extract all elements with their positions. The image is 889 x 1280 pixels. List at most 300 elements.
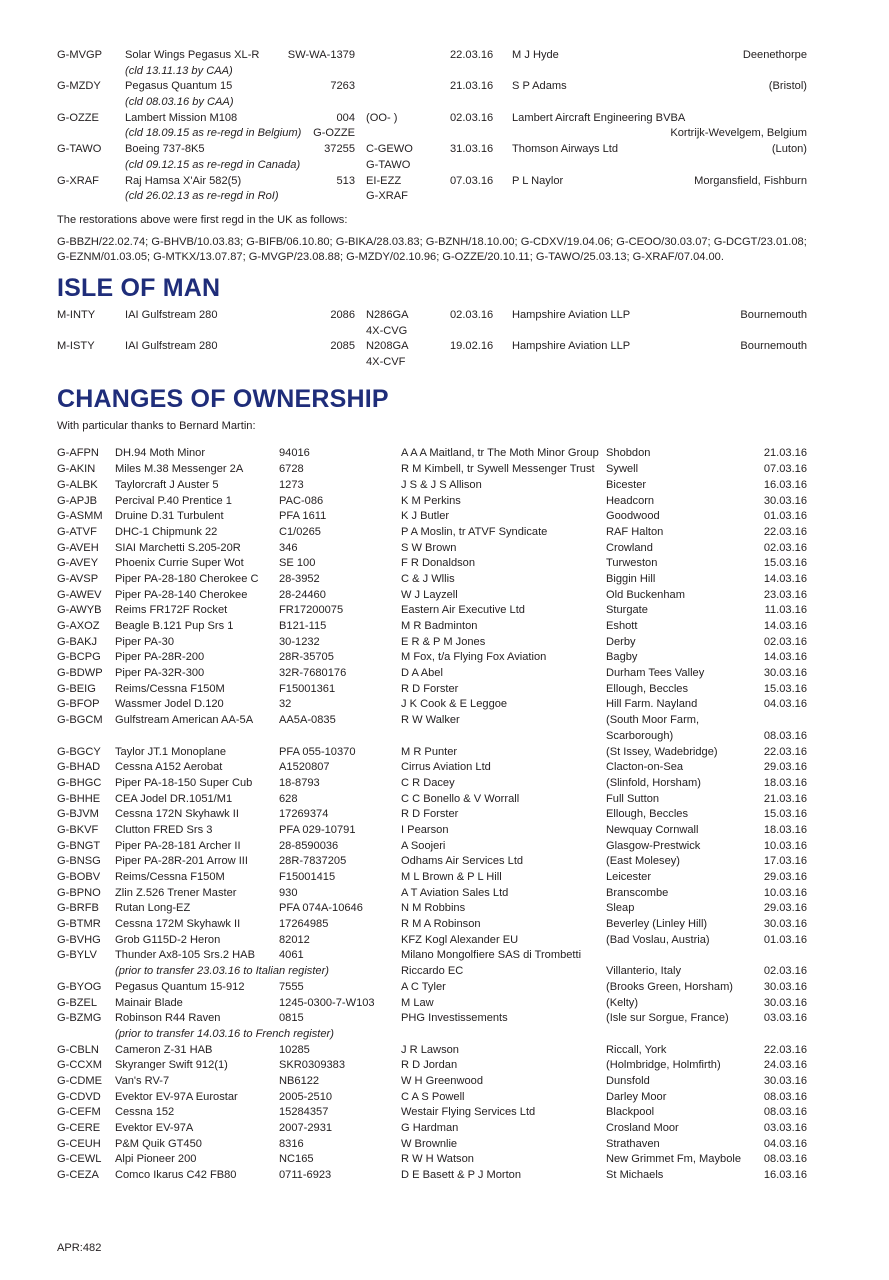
date: 08.03.16 [763,1153,807,1166]
ownership-row [57,619,807,635]
location: Full Sutton [606,792,660,805]
aircraft-type: Alpi Pioneer 200 [115,1153,197,1166]
aircraft-type: Van's RV-7 [115,1074,170,1087]
serial-number: FR17200075 [279,604,344,617]
owner: Thomson Airways Ltd [512,143,619,156]
serial-number: 2007-2931 [279,1122,333,1134]
location: Villanterio, Italy [606,965,682,978]
aircraft-type: Grob G115D-2 Heron [115,933,221,946]
location: (Bad Voslau, Austria) [606,933,710,946]
registration: G-BHGC [57,776,102,789]
aircraft-type: Piper PA-30 [115,635,174,648]
registration: G-CDME [57,1074,102,1087]
serial-number: 94016 [279,447,310,460]
registration: G-BFOP [57,698,100,711]
location: Derby [606,635,636,648]
date: 02.03.16 [450,111,494,124]
previous-identity: N208GA [366,340,409,353]
date: 17.03.16 [763,855,807,868]
aircraft-type: Piper PA-28-140 Cherokee [115,588,248,601]
serial-number: 930 [279,886,298,899]
aircraft-type: Reims/Cessna F150M [115,871,225,883]
ownership-row [57,792,807,808]
date: 30.03.16 [763,918,807,931]
registration: G-BNGT [57,839,101,852]
registration: G-BZMG [57,1012,102,1025]
serial-number: 2005-2510 [279,1090,333,1103]
location: Leicester [606,871,652,883]
registration: G-CEUH [57,1137,101,1150]
owner: Cirrus Aviation Ltd [401,761,491,774]
location: Deenethorpe [742,49,807,61]
serial-number: SW-WA-1379 [287,49,355,61]
restorations-note: The restorations above were first regd in the UK as follows: [57,213,348,226]
ownership-row [57,1074,807,1090]
owner: R D Forster [401,808,459,821]
location: Darley Moor [606,1090,667,1103]
cancellation-note: (cld 18.09.15 as re-regd in Belgium) [125,127,302,140]
serial-number: C1/0265 [279,525,321,538]
ownership-row [57,682,807,698]
ownership-row [57,901,807,917]
owner: M R Badminton [401,620,478,632]
date: 01.03.16 [763,510,807,523]
serial-number: PFA 074A-10646 [279,902,363,915]
aircraft-type: Evektor EV-97A [115,1122,194,1134]
registration: G-BKVF [57,823,99,836]
serial-number: NC165 [279,1153,314,1166]
restoration-subrow [57,95,807,111]
aircraft-type: Raj Hamsa X'Air 582(5) [125,174,242,187]
cancellation-note: (cld 26.02.13 as re-regd in RoI) [125,190,279,203]
owner: M R Punter [401,745,458,758]
aircraft-type: Gulfstream American AA-5A [115,714,254,727]
aircraft-type: Zlin Z.526 Trener Master [115,886,237,899]
ownership-row [57,650,807,666]
aircraft-type: Lambert Mission M108 [125,111,238,124]
ownership-row [57,1090,807,1106]
owner: R W H Watson [401,1153,474,1166]
cancellation-note: (cld 08.03.16 by CAA) [125,96,234,109]
owner: S P Adams [512,80,567,93]
owner: M Fox, t/a Flying Fox Aviation [401,651,547,664]
registration: G-XRAF [57,174,99,187]
ownership-row [57,509,807,525]
serial-number: 28R-7837205 [279,855,347,868]
ownership-row [57,886,807,902]
serial-number: 8316 [279,1137,304,1150]
aircraft-type: Rutan Long-EZ [115,902,191,915]
date: 30.03.16 [763,996,807,1009]
aircraft-type: Miles M.38 Messenger 2A [115,463,244,476]
registration: G-BHHE [57,792,101,805]
owner: P A Moslin, tr ATVF Syndicate [401,525,548,538]
ownership-row [57,729,807,745]
ownership-row [57,494,807,510]
aircraft-type: Taylor JT.1 Monoplane [115,745,226,758]
date: 21.03.16 [763,447,807,460]
date: 22.03.16 [763,1043,807,1056]
aircraft-type: Piper PA-32R-300 [115,667,205,680]
owner: K M Perkins [401,494,461,507]
aircraft-type: Piper PA-18-150 Super Cub [115,776,253,789]
ownership-row [57,839,807,855]
aircraft-type: Boeing 737-8K5 [125,143,205,156]
serial-number: 1273 [279,478,304,491]
location: Turweston [606,557,658,570]
serial-number: 28R-35705 [279,651,334,664]
date: 14.03.16 [763,651,807,664]
owner: C A S Powell [401,1090,465,1103]
location: (Holmbridge, Holmfirth) [606,1059,721,1072]
owner: R D Forster [401,682,459,695]
registration: G-BAKJ [57,635,98,648]
serial-number: 1245-0300-7-W103 [279,996,375,1009]
cancellation-note: (cld 13.11.13 by CAA) [125,64,233,77]
serial-number: SE 100 [279,557,316,570]
ownership-row [57,556,807,572]
location: Bicester [606,478,647,491]
ownership-row [57,572,807,588]
registration: G-BHAD [57,761,101,774]
location: (East Molesey) [606,855,680,868]
ownership-row [57,713,807,729]
ownership-row [57,446,807,462]
date: 30.03.16 [763,667,807,680]
ownership-row [57,760,807,776]
aircraft-type: DH.94 Moth Minor [115,447,206,460]
registration: G-AFPN [57,447,99,460]
date: 11.03.16 [764,604,807,617]
date: 31.03.16 [450,143,494,156]
date: 04.03.16 [763,1137,807,1150]
location: Bournemouth [740,308,807,321]
owner: F R Donaldson [401,557,475,570]
serial-number: 004 [336,111,355,124]
aircraft-type: IAI Gulfstream 280 [125,308,218,321]
ownership-row [57,1043,807,1059]
owner: Eastern Air Executive Ltd [401,604,525,617]
serial-number: 28-24460 [279,588,326,601]
ownership-row [57,462,807,478]
location: Morgansfield, Fishburn [694,174,807,187]
aircraft-type: IAI Gulfstream 280 [125,340,218,353]
serial-number: 7263 [330,80,355,93]
transfer-note: (prior to transfer 23.03.16 to Italian register) [115,965,329,978]
location: Strathaven [606,1137,660,1150]
date: 15.03.16 [763,557,807,570]
registration: G-AVEH [57,541,99,554]
aircraft-type: Pegasus Quantum 15-912 [115,980,245,993]
ownership-row [57,933,807,949]
ownership-row [57,603,807,619]
date: 03.03.16 [763,1012,807,1025]
date: 10.03.16 [763,886,807,899]
registration: G-CEWL [57,1153,102,1166]
serial-number: SKR0309383 [279,1059,345,1072]
location: Headcorn [606,494,655,507]
registration: G-AVSP [57,572,99,585]
location: (Brooks Green, Horsham) [606,980,733,993]
registration: G-AKIN [57,463,96,476]
date: 29.03.16 [763,871,807,883]
serial-number: 2085 [330,340,355,353]
location: Ellough, Beccles [606,808,689,821]
date: 02.03.16 [450,308,494,321]
ownership-row [57,1152,807,1168]
serial-number: NB6122 [279,1074,320,1087]
registration: G-BEIG [57,682,96,695]
date: 08.03.16 [763,1106,807,1119]
owner: J S & J S Allison [401,478,482,491]
page-footer: APR:482 [57,1242,102,1254]
registration: G-MZDY [57,80,101,93]
date: 07.03.16 [450,174,494,187]
previous-identity: N286GA [366,308,409,321]
date: 10.03.16 [763,839,807,852]
ownership-row [57,1058,807,1074]
registration: G-TAWO [57,143,102,156]
location: Clacton-on-Sea [606,761,684,774]
registration: M-ISTY [57,340,95,353]
owner: R M Kimbell, tr Sywell Messenger Trust [401,463,595,476]
owner: A A A Maitland, tr The Moth Minor Group [401,447,599,460]
owner: D A Abel [401,667,443,680]
owner: PHG Investissements [401,1012,508,1025]
date: 02.03.16 [763,635,807,648]
restoration-row [57,142,807,158]
registration: G-AVEY [57,557,99,570]
aircraft-type: Druine D.31 Turbulent [115,510,224,523]
restoration-row [57,48,807,64]
serial-number: 28-3952 [279,572,320,585]
owner: C C Bonello & V Worrall [401,792,520,805]
changes-table [57,446,807,1183]
previous-identity: EI-EZZ [366,174,402,187]
date: 08.03.16 [763,1090,807,1103]
aircraft-type: Robinson R44 Raven [115,1012,221,1025]
location: (Isle sur Sorgue, France) [606,1012,729,1025]
location: Scarborough) [606,729,674,742]
aircraft-type: Mainair Blade [115,996,183,1009]
previous-identity: G-XRAF [366,190,408,203]
aircraft-type: Clutton FRED Srs 3 [115,823,213,836]
registration: G-BZEL [57,996,98,1009]
previous-identity: 4X-CVG [366,324,408,337]
registration: G-CCXM [57,1059,102,1072]
serial-number: 0815 [279,1012,304,1025]
owner: P L Naylor [512,174,564,187]
restoration-subrow [57,189,807,205]
ownership-row [57,823,807,839]
date: 02.03.16 [763,541,807,554]
isle-of-man-list [57,308,807,371]
ownership-row [57,854,807,870]
owner: KFZ Kogl Alexander EU [401,933,519,946]
date: 02.03.16 [763,965,807,978]
aircraft-type: Reims/Cessna F150M [115,682,225,695]
serial-number: 2086 [330,308,355,321]
date: 16.03.16 [763,478,807,491]
date: 21.03.16 [763,792,807,805]
date: 18.03.16 [763,823,807,836]
date: 15.03.16 [763,808,807,821]
aircraft-type: Cameron Z-31 HAB [115,1043,213,1056]
serial-number: 10285 [279,1043,310,1056]
aircraft-type: Cessna 172N Skyhawk II [115,808,239,821]
location: Shobdon [606,447,651,460]
location: Bournemouth [740,340,807,353]
owner: A Soojeri [401,839,446,852]
ownership-row [57,666,807,682]
location: Eshott [606,620,638,632]
serial-number: A1520807 [279,761,330,774]
owner: J K Cook & E Leggoe [401,698,508,711]
ownership-row [57,697,807,713]
previous-identity: 4X-CVF [366,356,406,369]
iom-subrow [57,324,807,340]
restoration-subrow [57,64,807,80]
location: Glasgow-Prestwick [606,839,701,852]
aircraft-type: SIAI Marchetti S.205-20R [115,541,241,554]
registration: G-CBLN [57,1043,99,1056]
location: New Grimmet Fm, Maybole [606,1153,741,1166]
date: 03.03.16 [763,1122,807,1134]
date: 29.03.16 [763,902,807,915]
location: Sywell [606,463,639,476]
restoration-subrow [57,158,807,174]
serial-number: 4061 [279,949,304,962]
aircraft-type: Evektor EV-97A Eurostar [115,1090,238,1103]
owner: M J Hyde [512,49,559,61]
serial-number: AA5A-0835 [279,714,336,727]
serial-number: F15001415 [279,871,336,883]
owner: Milano Mongolfiere SAS di Trombetti [401,949,582,962]
aircraft-type: Wassmer Jodel D.120 [115,698,224,711]
ownership-row [57,1168,807,1184]
registration: G-AXOZ [57,620,100,632]
date: 21.03.16 [450,80,494,93]
ownership-row [57,745,807,761]
serial-number: 628 [279,792,298,805]
aircraft-type: Pegasus Quantum 15 [125,80,233,93]
location: Bagby [606,651,638,664]
registration: G-BOBV [57,871,101,883]
aircraft-type: Piper PA-28R-200 [115,651,205,664]
location: RAF Halton [606,525,664,538]
iom-row [57,339,807,355]
owner: I Pearson [401,823,449,836]
owner: Westair Flying Services Ltd [401,1106,536,1119]
registration: G-BGCY [57,745,101,758]
owner: Riccardo EC [401,965,464,978]
ownership-row [57,807,807,823]
owner: R W Walker [401,714,460,727]
page-content [57,0,807,1184]
ownership-row [57,964,807,980]
serial-number: 17264985 [279,918,329,931]
serial-number: G-OZZE [313,127,355,140]
location: (Luton) [771,143,807,156]
owner: E R & P M Jones [401,635,486,648]
location: Branscombe [606,886,669,899]
owner: M L Brown & P L Hill [401,871,502,883]
date: 23.03.16 [763,588,807,601]
location: Goodwood [606,510,660,523]
serial-number: 346 [279,541,298,554]
changes-thanks: With particular thanks to Bernard Martin: [57,419,256,432]
aircraft-type: Taylorcraft J Auster 5 [115,478,219,491]
serial-number: 37255 [324,143,355,156]
aircraft-type: CEA Jodel DR.1051/M1 [115,792,233,805]
owner: A T Aviation Sales Ltd [401,886,509,899]
location: St Michaels [606,1169,664,1182]
previous-identity: G-TAWO [366,158,411,171]
date: 30.03.16 [763,1074,807,1087]
date: 29.03.16 [763,761,807,774]
ownership-row [57,1027,807,1043]
aircraft-type: Piper PA-28R-201 Arrow III [115,855,248,868]
registration: G-MVGP [57,49,102,61]
aircraft-type: Cessna A152 Aerobat [115,761,223,774]
date: 22.03.16 [450,49,494,61]
iom-subrow [57,355,807,371]
aircraft-type: Phoenix Currie Super Wot [115,557,244,570]
date: 07.03.16 [763,463,807,476]
location: (South Moor Farm, [606,714,700,727]
location: (Slinfold, Horsham) [606,776,701,789]
location: Dunsfold [606,1074,650,1087]
location: Kortrijk-Wevelgem, Belgium [670,127,807,140]
location: (Kelty) [606,996,639,1009]
serial-number: 32R-7680176 [279,667,347,680]
restoration-row [57,79,807,95]
serial-number: 28-8590036 [279,839,339,852]
transfer-note: (prior to transfer 14.03.16 to French register) [115,1027,334,1040]
serial-number: 6728 [279,463,304,476]
owner: A C Tyler [401,980,446,993]
ownership-row [57,1137,807,1153]
registration: G-APJB [57,494,98,507]
location: (Bristol) [768,80,807,93]
date: 14.03.16 [763,620,807,632]
aircraft-type: DHC-1 Chipmunk 22 [115,525,218,538]
aircraft-type: Percival P.40 Prentice 1 [115,494,232,507]
previous-identity: C-GEWO [366,143,413,156]
location: (St Issey, Wadebridge) [606,745,718,758]
owner: R D Jordan [401,1059,458,1072]
owner: Hampshire Aviation LLP [512,308,631,321]
date: 22.03.16 [763,745,807,758]
registration: M-INTY [57,308,96,321]
serial-number: 513 [336,174,355,187]
owner: S W Brown [401,541,457,554]
cancellation-note: (cld 09.12.15 as re-regd in Canada) [125,158,301,171]
ownership-row [57,948,807,964]
registration: G-CEZA [57,1169,99,1182]
owner: Lambert Aircraft Engineering BVBA [512,111,686,124]
registration: G-BCPG [57,651,101,664]
location: Ellough, Beccles [606,682,689,695]
location: Beverley (Linley Hill) [606,918,708,931]
date: 04.03.16 [763,698,807,711]
serial-number: 32 [279,698,292,711]
owner: G Hardman [401,1122,459,1134]
serial-number: F15001361 [279,682,336,695]
ownership-row [57,478,807,494]
registration: G-BJVM [57,808,99,821]
serial-number: 18-8793 [279,776,320,789]
